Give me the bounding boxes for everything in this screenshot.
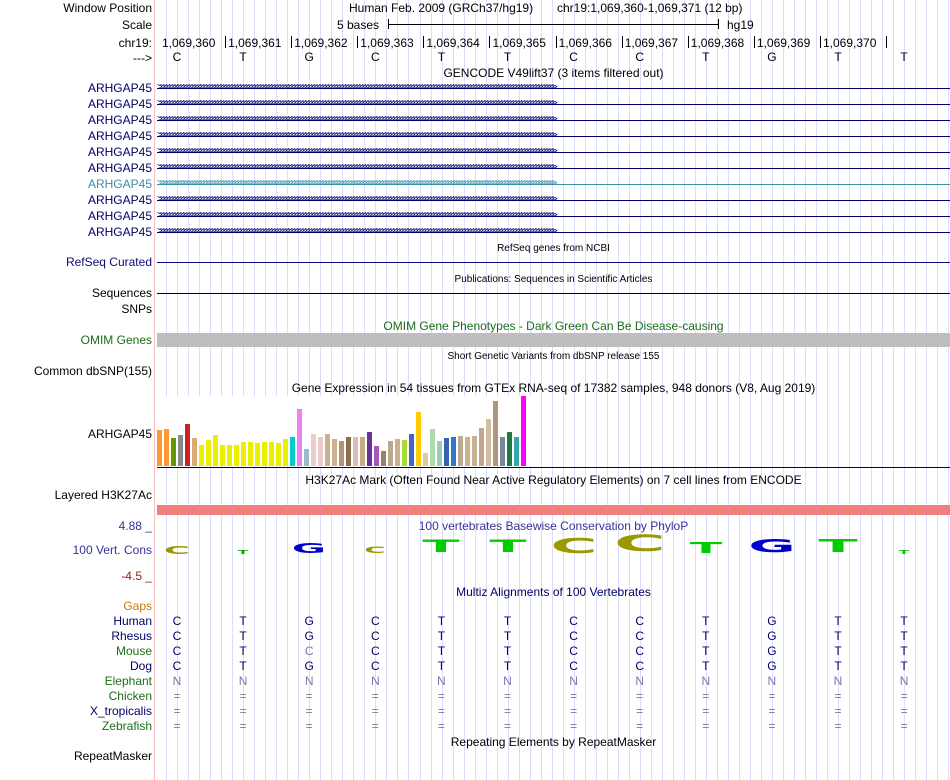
multiz-base: = bbox=[834, 704, 842, 718]
gencode-strand-arrows: >>>>>>>>>>>>>>>>>>>>>>>>>>>>>>>>>>>>>>>>>>>>>>>>>>>>>>>>>>>>>>>>>>>>>>>>>>>>>>>>>>>>>>>>>>>>>>>>>>>>>>>>>>>>>>>>>>>>>>>>>>>>>>>>>>>>>>>>>>>> bbox=[157, 115, 555, 124]
gtex-tissue-bar[interactable] bbox=[185, 424, 190, 466]
dbsnp-track-label[interactable]: Common dbSNP(155) bbox=[33, 364, 152, 378]
gtex-tissue-bar[interactable] bbox=[409, 434, 414, 466]
gencode-item-label[interactable]: ARHGAP45 bbox=[87, 209, 152, 223]
multiz-species-label[interactable]: Chicken bbox=[108, 689, 152, 703]
multiz-base: N bbox=[370, 674, 380, 688]
gencode-item-label[interactable]: ARHGAP45 bbox=[87, 97, 152, 111]
gtex-tissue-bar[interactable] bbox=[430, 429, 435, 466]
gtex-tissue-bar[interactable] bbox=[276, 443, 281, 466]
gencode-strand-arrows: >>>>>>>>>>>>>>>>>>>>>>>>>>>>>>>>>>>>>>>>>>>>>>>>>>>>>>>>>>>>>>>>>>>>>>>>>>>>>>>>>>>>>>>>>>>>>>>>>>>>>>>>>>>>>>>>>>>>>>>>>>>>>>>>>>>>>>>>>>>> bbox=[157, 227, 555, 236]
multiz-base: T bbox=[900, 659, 908, 673]
gtex-tissue-bar[interactable] bbox=[472, 436, 477, 466]
multiz-base: N bbox=[767, 674, 777, 688]
window-position-label: Window Position bbox=[63, 1, 152, 15]
gtex-tissue-bar[interactable] bbox=[521, 396, 526, 466]
scale-bar-end bbox=[718, 19, 719, 29]
multiz-base: T bbox=[900, 614, 908, 628]
multiz-base: = bbox=[239, 704, 247, 718]
coordinate-tick-label: 1,069,364 bbox=[426, 36, 480, 50]
phylop-logo-letter[interactable]: T bbox=[422, 537, 460, 557]
assembly-title: Human Feb. 2009 (GRCh37/hg19) bbox=[349, 1, 534, 15]
gtex-tissue-bar[interactable] bbox=[192, 438, 197, 466]
scale-label: Scale bbox=[121, 18, 152, 32]
multiz-track-title[interactable]: Multiz Alignments of 100 Vertebrates bbox=[456, 585, 651, 599]
base-letter: C bbox=[569, 50, 578, 64]
multiz-base: = bbox=[503, 689, 511, 703]
gencode-track-title[interactable]: GENCODE V49lift37 (3 items filtered out) bbox=[443, 66, 664, 80]
phylop-logo-letter[interactable]: C bbox=[613, 532, 666, 557]
gtex-tissue-bar[interactable] bbox=[157, 430, 162, 466]
gtex-tissue-bar[interactable] bbox=[374, 446, 379, 466]
base-letter: T bbox=[900, 50, 908, 64]
gencode-strand-arrows: >>>>>>>>>>>>>>>>>>>>>>>>>>>>>>>>>>>>>>>>>>>>>>>>>>>>>>>>>>>>>>>>>>>>>>>>>>>>>>>>>>>>>>>>>>>>>>>>>>>>>>>>>>>>>>>>>>>>>>>>>>>>>>>>>>>>>>>>>>>> bbox=[157, 195, 555, 204]
multiz-base: = bbox=[503, 719, 511, 733]
snps-track-label[interactable]: SNPs bbox=[121, 302, 152, 316]
gtex-tissue-bar[interactable] bbox=[395, 439, 400, 466]
multiz-base: = bbox=[305, 704, 313, 718]
multiz-base: N bbox=[437, 674, 446, 688]
multiz-base: = bbox=[371, 704, 379, 718]
gtex-tissue-bar[interactable] bbox=[444, 438, 449, 466]
multiz-base: = bbox=[702, 719, 710, 733]
multiz-base: = bbox=[834, 689, 842, 703]
gtex-tissue-bar[interactable] bbox=[304, 449, 309, 466]
gtex-tissue-bar[interactable] bbox=[255, 443, 260, 466]
multiz-base: = bbox=[768, 719, 776, 733]
coordinate-tick-label: 1,069,365 bbox=[492, 36, 546, 50]
multiz-base: = bbox=[702, 689, 710, 703]
multiz-species-label[interactable]: Elephant bbox=[104, 674, 152, 688]
position-readout: chr19:1,069,360-1,069,371 (12 bp) bbox=[557, 1, 743, 15]
gencode-strand-arrows: >>>>>>>>>>>>>>>>>>>>>>>>>>>>>>>>>>>>>>>>>>>>>>>>>>>>>>>>>>>>>>>>>>>>>>>>>>>>>>>>>>>>>>>>>>>>>>>>>>>>>>>>>>>>>>>>>>>>>>>>>>>>>>>>>>>>>>>>>>>> bbox=[157, 179, 555, 188]
multiz-base: C bbox=[370, 659, 380, 673]
multiz-base: = bbox=[239, 719, 247, 733]
sequences-track-label[interactable]: Sequences bbox=[91, 286, 152, 300]
coordinate-tick bbox=[886, 36, 887, 48]
multiz-base: N bbox=[701, 674, 711, 688]
multiz-base: C bbox=[172, 659, 182, 673]
multiz-base: T bbox=[702, 659, 710, 673]
gtex-tissue-bar[interactable] bbox=[507, 432, 512, 466]
multiz-base: T bbox=[239, 659, 247, 673]
multiz-base: = bbox=[371, 689, 379, 703]
multiz-base: N bbox=[304, 674, 314, 688]
multiz-base: = bbox=[437, 689, 445, 703]
gtex-tissue-bar[interactable] bbox=[234, 445, 239, 466]
coordinate-tick-label: 1,069,363 bbox=[360, 36, 414, 50]
multiz-base: = bbox=[570, 689, 578, 703]
gtex-tissue-bar[interactable] bbox=[479, 428, 484, 466]
multiz-base: N bbox=[238, 674, 248, 688]
multiz-base: T bbox=[702, 644, 710, 658]
gtex-tissue-bar[interactable] bbox=[381, 451, 386, 466]
gtex-tissue-bar[interactable] bbox=[402, 440, 407, 466]
multiz-base: T bbox=[437, 614, 446, 628]
gtex-tissue-bar[interactable] bbox=[269, 442, 274, 466]
gtex-track-label[interactable]: ARHGAP45 bbox=[87, 427, 152, 441]
gtex-tissue-bar[interactable] bbox=[451, 437, 456, 466]
coordinate-tick bbox=[556, 36, 557, 48]
multiz-base: G bbox=[767, 659, 777, 673]
omim-track-title[interactable]: OMIM Gene Phenotypes - Dark Green Can Be Disease-causing bbox=[383, 319, 724, 333]
repeatmasker-track-label[interactable]: RepeatMasker bbox=[73, 749, 152, 763]
multiz-base: T bbox=[239, 629, 247, 643]
base-letter: C bbox=[370, 50, 380, 64]
coordinate-tick-label: 1,069,367 bbox=[624, 36, 679, 50]
multiz-base: = bbox=[173, 689, 181, 703]
multiz-base: = bbox=[570, 719, 578, 733]
phylop-min-label: -4.5 _ bbox=[121, 569, 152, 583]
base-letter: C bbox=[172, 50, 182, 64]
multiz-base: = bbox=[636, 689, 644, 703]
phylop-logo-letter[interactable]: C bbox=[364, 546, 386, 556]
gtex-chart-area[interactable] bbox=[157, 396, 532, 466]
multiz-base: = bbox=[636, 704, 644, 718]
multiz-base: T bbox=[239, 644, 247, 658]
h3k27ac-track-title[interactable]: H3K27Ac Mark (Often Found Near Active Regulatory Elements) on 7 cell lines from ENCODE bbox=[305, 473, 802, 487]
coordinate-tick bbox=[754, 36, 755, 48]
gtex-tissue-bar[interactable] bbox=[367, 432, 372, 466]
gtex-tissue-bar[interactable] bbox=[325, 434, 330, 466]
coordinate-tick bbox=[489, 36, 490, 48]
multiz-base: = bbox=[173, 719, 181, 733]
multiz-species-label[interactable]: Dog bbox=[129, 659, 152, 673]
multiz-base: T bbox=[900, 644, 908, 658]
phylop-track-label[interactable]: 100 Vert. Cons bbox=[72, 543, 152, 557]
phylop-logo-letter[interactable]: G bbox=[748, 536, 796, 557]
h3k27ac-signal[interactable] bbox=[157, 505, 950, 515]
phylop-logo-letter[interactable]: T bbox=[818, 536, 858, 557]
gencode-strand-arrows: >>>>>>>>>>>>>>>>>>>>>>>>>>>>>>>>>>>>>>>>>>>>>>>>>>>>>>>>>>>>>>>>>>>>>>>>>>>>>>>>>>>>>>>>>>>>>>>>>>>>>>>>>>>>>>>>>>>>>>>>>>>>>>>>>>>>>>>>>>>> bbox=[157, 147, 555, 156]
h3k27ac-track-label[interactable]: Layered H3K27Ac bbox=[54, 488, 152, 502]
coordinate-tick-label: 1,069,362 bbox=[294, 36, 348, 50]
multiz-base: T bbox=[503, 659, 512, 673]
multiz-base: = bbox=[239, 689, 247, 703]
multiz-base: N bbox=[569, 674, 578, 688]
gtex-tissue-bar[interactable] bbox=[486, 419, 491, 466]
db-label: hg19 bbox=[727, 18, 754, 32]
gencode-item-label[interactable]: ARHGAP45 bbox=[87, 161, 152, 175]
multiz-base: C bbox=[635, 659, 645, 673]
gtex-tissue-bar[interactable] bbox=[353, 437, 358, 466]
multiz-species-label[interactable]: Mouse bbox=[115, 644, 152, 658]
multiz-base: C bbox=[172, 629, 182, 643]
gtex-tissue-bar[interactable] bbox=[500, 437, 505, 466]
gencode-item-label[interactable]: ARHGAP45 bbox=[87, 193, 152, 207]
phylop-logo-letter[interactable]: T bbox=[898, 550, 910, 556]
scale-bar bbox=[388, 24, 718, 25]
gtex-tissue-bar[interactable] bbox=[332, 439, 337, 466]
multiz-base: G bbox=[767, 644, 777, 658]
gtex-tissue-bar[interactable] bbox=[206, 440, 211, 466]
gtex-tissue-bar[interactable] bbox=[171, 438, 176, 466]
coordinate-tick bbox=[357, 36, 358, 48]
sequences-line[interactable] bbox=[157, 293, 950, 294]
multiz-base: G bbox=[304, 614, 314, 628]
coordinate-tick bbox=[225, 36, 226, 48]
publications-track-title[interactable]: Publications: Sequences in Scientific Articles bbox=[454, 274, 653, 285]
multiz-base: G bbox=[304, 659, 314, 673]
gtex-tissue-bar[interactable] bbox=[262, 442, 267, 466]
phylop-logo-letter[interactable]: T bbox=[237, 550, 249, 556]
multiz-base: = bbox=[437, 719, 445, 733]
multiz-base: C bbox=[635, 629, 645, 643]
multiz-base: = bbox=[900, 689, 908, 703]
refseq-track-label[interactable]: RefSeq Curated bbox=[65, 255, 152, 269]
omim-gene-block[interactable] bbox=[157, 333, 950, 347]
multiz-base: N bbox=[172, 674, 182, 688]
multiz-base: T bbox=[834, 659, 842, 673]
multiz-base: C bbox=[370, 614, 380, 628]
multiz-species-label[interactable]: Zebrafish bbox=[101, 719, 152, 733]
chrom-label: chr19: bbox=[118, 36, 152, 50]
multiz-base: C bbox=[370, 629, 380, 643]
gtex-tissue-bar[interactable] bbox=[290, 437, 295, 466]
multiz-base: = bbox=[173, 704, 181, 718]
multiz-base: T bbox=[702, 614, 710, 628]
gtex-tissue-bar[interactable] bbox=[360, 437, 365, 466]
coordinate-tick-label: 1,069,361 bbox=[228, 36, 282, 50]
gtex-tissue-bar[interactable] bbox=[248, 442, 253, 466]
multiz-base: C bbox=[569, 659, 578, 673]
gtex-track-title[interactable]: Gene Expression in 54 tissues from GTEx RNA-seq of 17382 samples, 948 donors (V8, Aug 2019) bbox=[291, 381, 816, 395]
multiz-base: = bbox=[371, 719, 379, 733]
multiz-base: C bbox=[569, 629, 578, 643]
gencode-item-label[interactable]: ARHGAP45 bbox=[87, 225, 152, 239]
gtex-tissue-bar[interactable] bbox=[213, 435, 218, 466]
multiz-base: N bbox=[833, 674, 843, 688]
multiz-base: C bbox=[635, 644, 645, 658]
multiz-base: = bbox=[503, 704, 511, 718]
multiz-base: = bbox=[437, 704, 445, 718]
coordinate-tick-label: 1,069,360 bbox=[162, 36, 216, 50]
multiz-base: C bbox=[304, 644, 314, 658]
phylop-max-label: 4.88 _ bbox=[118, 519, 152, 533]
coordinate-tick bbox=[688, 36, 689, 48]
gtex-tissue-bar[interactable] bbox=[465, 437, 470, 466]
gtex-tissue-bar[interactable] bbox=[346, 437, 351, 466]
gtex-tissue-bar[interactable] bbox=[416, 412, 421, 466]
gtex-tissue-bar[interactable] bbox=[514, 437, 519, 466]
gtex-tissue-bar[interactable] bbox=[178, 435, 183, 466]
multiz-base: N bbox=[635, 674, 645, 688]
gtex-tissue-bar[interactable] bbox=[318, 437, 323, 466]
base-letter: G bbox=[304, 50, 314, 64]
multiz-species-label[interactable]: X_tropicalis bbox=[89, 704, 152, 718]
multiz-base: = bbox=[768, 704, 776, 718]
multiz-base: T bbox=[834, 644, 842, 658]
gtex-tissue-bar[interactable] bbox=[423, 453, 428, 466]
gencode-strand-arrows: >>>>>>>>>>>>>>>>>>>>>>>>>>>>>>>>>>>>>>>>>>>>>>>>>>>>>>>>>>>>>>>>>>>>>>>>>>>>>>>>>>>>>>>>>>>>>>>>>>>>>>>>>>>>>>>>>>>>>>>>>>>>>>>>>>>>>>>>>>>> bbox=[157, 163, 555, 172]
multiz-base: T bbox=[702, 629, 710, 643]
multiz-base: T bbox=[834, 629, 842, 643]
coordinate-tick bbox=[291, 36, 292, 48]
multiz-base: N bbox=[899, 674, 909, 688]
strand-label: ---> bbox=[133, 51, 152, 65]
multiz-base: N bbox=[503, 674, 512, 688]
multiz-base: C bbox=[635, 614, 645, 628]
gtex-baseline bbox=[157, 467, 950, 468]
base-letter: G bbox=[767, 50, 777, 64]
multiz-base: C bbox=[569, 644, 578, 658]
multiz-base: = bbox=[900, 704, 908, 718]
multiz-gaps-label[interactable]: Gaps bbox=[123, 599, 152, 613]
multiz-base: T bbox=[503, 614, 512, 628]
multiz-species-label[interactable]: Human bbox=[113, 614, 152, 628]
multiz-base: = bbox=[570, 704, 578, 718]
gtex-tissue-bar[interactable] bbox=[458, 436, 463, 466]
gencode-strand-arrows: >>>>>>>>>>>>>>>>>>>>>>>>>>>>>>>>>>>>>>>>>>>>>>>>>>>>>>>>>>>>>>>>>>>>>>>>>>>>>>>>>>>>>>>>>>>>>>>>>>>>>>>>>>>>>>>>>>>>>>>>>>>>>>>>>>>>>>>>>>>> bbox=[157, 131, 555, 140]
multiz-base: G bbox=[767, 614, 777, 628]
gtex-tissue-bar[interactable] bbox=[164, 429, 169, 466]
base-letter: T bbox=[239, 50, 247, 64]
base-letter: T bbox=[834, 50, 842, 64]
gencode-strand-arrows: >>>>>>>>>>>>>>>>>>>>>>>>>>>>>>>>>>>>>>>>>>>>>>>>>>>>>>>>>>>>>>>>>>>>>>>>>>>>>>>>>>>>>>>>>>>>>>>>>>>>>>>>>>>>>>>>>>>>>>>>>>>>>>>>>>>>>>>>>>>> bbox=[157, 99, 555, 108]
coordinate-tick bbox=[820, 36, 821, 48]
base-letter: T bbox=[702, 50, 710, 64]
gtex-tissue-bar[interactable] bbox=[311, 434, 316, 466]
multiz-base: = bbox=[305, 689, 313, 703]
gtex-tissue-bar[interactable] bbox=[493, 401, 498, 466]
gtex-tissue-bar[interactable] bbox=[199, 445, 204, 466]
multiz-base: = bbox=[834, 719, 842, 733]
multiz-base: C bbox=[569, 614, 578, 628]
phylop-logo-letter[interactable]: C bbox=[550, 534, 598, 558]
dbsnp-track-title[interactable]: Short Genetic Variants from dbSNP release 155 bbox=[447, 351, 660, 362]
multiz-base: = bbox=[768, 689, 776, 703]
gtex-tissue-bar[interactable] bbox=[227, 445, 232, 466]
gencode-strand-arrows: >>>>>>>>>>>>>>>>>>>>>>>>>>>>>>>>>>>>>>>>>>>>>>>>>>>>>>>>>>>>>>>>>>>>>>>>>>>>>>>>>>>>>>>>>>>>>>>>>>>>>>>>>>>>>>>>>>>>>>>>>>>>>>>>>>>>>>>>>>>> bbox=[157, 211, 555, 220]
gencode-item-label[interactable]: ARHGAP45 bbox=[87, 177, 152, 191]
multiz-base: T bbox=[900, 629, 908, 643]
multiz-base: C bbox=[172, 614, 182, 628]
gtex-tissue-bar[interactable] bbox=[388, 441, 393, 466]
scale-text: 5 bases bbox=[337, 18, 380, 32]
refseq-gene-line[interactable] bbox=[157, 262, 950, 263]
multiz-base: = bbox=[305, 719, 313, 733]
base-letter: T bbox=[437, 50, 446, 64]
multiz-base: G bbox=[767, 629, 777, 643]
multiz-base: T bbox=[239, 614, 247, 628]
gencode-item-label[interactable]: ARHGAP45 bbox=[87, 81, 152, 95]
coordinate-tick bbox=[622, 36, 623, 48]
multiz-base: C bbox=[172, 644, 182, 658]
multiz-base: T bbox=[503, 629, 512, 643]
phylop-logo-letter[interactable]: T bbox=[488, 537, 527, 557]
gtex-tissue-bar[interactable] bbox=[437, 441, 442, 466]
gencode-strand-arrows: >>>>>>>>>>>>>>>>>>>>>>>>>>>>>>>>>>>>>>>>>>>>>>>>>>>>>>>>>>>>>>>>>>>>>>>>>>>>>>>>>>>>>>>>>>>>>>>>>>>>>>>>>>>>>>>>>>>>>>>>>>>>>>>>>>>>>>>>>>>> bbox=[157, 83, 555, 92]
base-letter: T bbox=[503, 50, 512, 64]
repeatmasker-track-title[interactable]: Repeating Elements by RepeatMasker bbox=[450, 735, 657, 749]
coordinate-tick-label: 1,069,370 bbox=[823, 36, 877, 50]
coordinate-tick-label: 1,069,369 bbox=[756, 36, 811, 50]
multiz-base: = bbox=[702, 704, 710, 718]
gtex-tissue-bar[interactable] bbox=[297, 409, 302, 466]
multiz-base: T bbox=[503, 644, 512, 658]
coordinate-tick-label: 1,069,366 bbox=[558, 36, 612, 50]
coordinate-tick-label: 1,069,368 bbox=[690, 36, 745, 50]
scale-bar-start bbox=[388, 19, 389, 29]
gtex-tissue-bar[interactable] bbox=[220, 445, 225, 466]
multiz-base: = bbox=[900, 719, 908, 733]
phylop-logo-letter[interactable]: T bbox=[689, 539, 723, 557]
multiz-base: T bbox=[437, 629, 446, 643]
phylop-logo-letter[interactable]: G bbox=[292, 542, 327, 557]
gtex-tissue-bar[interactable] bbox=[283, 439, 288, 466]
gencode-item-label[interactable]: ARHGAP45 bbox=[87, 129, 152, 143]
coordinate-tick bbox=[423, 36, 424, 48]
gencode-item-label[interactable]: ARHGAP45 bbox=[87, 145, 152, 159]
multiz-base: G bbox=[304, 629, 314, 643]
multiz-base: C bbox=[370, 644, 380, 658]
refseq-track-title[interactable]: RefSeq genes from NCBI bbox=[497, 243, 610, 254]
multiz-base: = bbox=[636, 719, 644, 733]
multiz-base: T bbox=[437, 644, 446, 658]
phylop-track-title[interactable]: 100 vertebrates Basewise Conservation by PhyloP bbox=[418, 519, 689, 533]
gtex-tissue-bar[interactable] bbox=[339, 441, 344, 466]
label-divider bbox=[154, 0, 155, 780]
multiz-base: T bbox=[437, 659, 446, 673]
base-letter: C bbox=[635, 50, 645, 64]
gtex-tissue-bar[interactable] bbox=[241, 442, 246, 466]
multiz-species-label[interactable]: Rhesus bbox=[111, 629, 152, 643]
multiz-base: T bbox=[834, 614, 842, 628]
gencode-item-label[interactable]: ARHGAP45 bbox=[87, 113, 152, 127]
omim-track-label[interactable]: OMIM Genes bbox=[80, 333, 152, 347]
phylop-logo-letter[interactable]: C bbox=[164, 544, 190, 557]
